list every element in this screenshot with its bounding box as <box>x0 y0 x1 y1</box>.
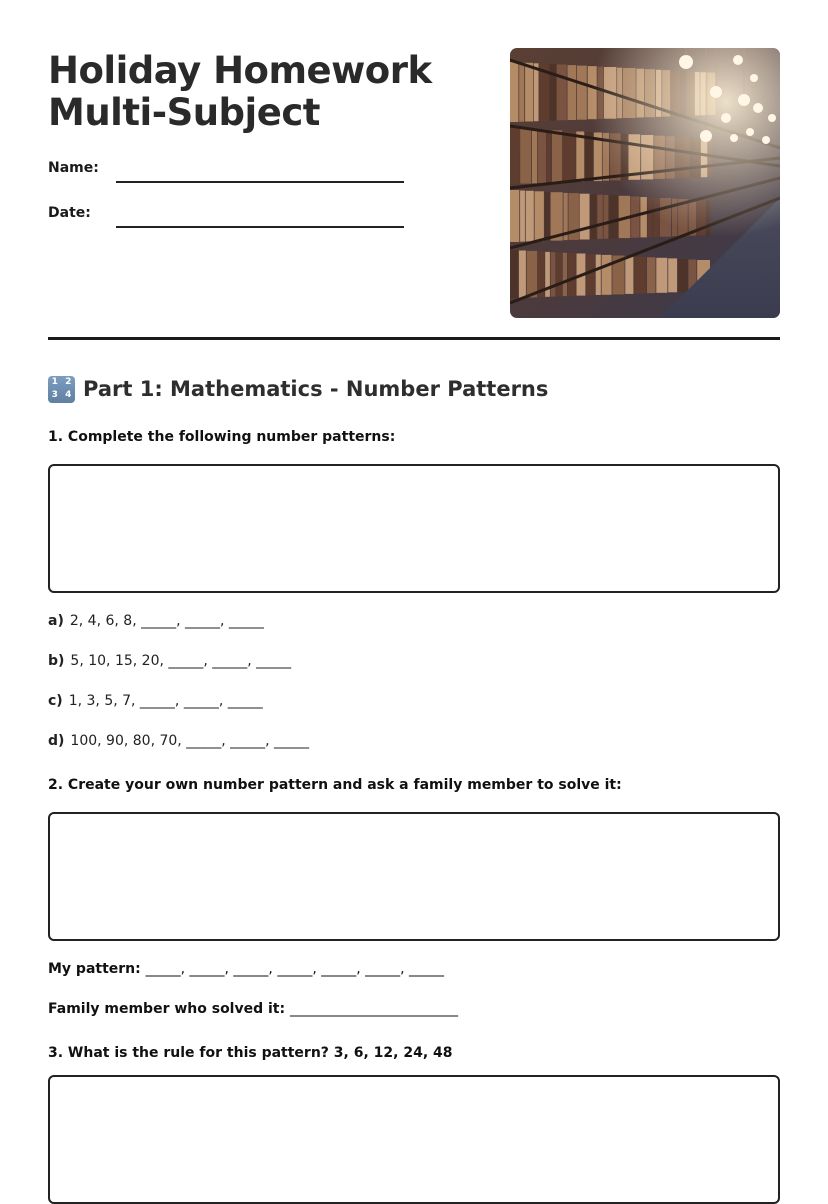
family-member-blank: ________________________ <box>289 1001 458 1017</box>
pattern-b: b) 5, 10, 15, 20, _____, _____, _____ <box>48 653 292 669</box>
header-divider <box>48 337 780 340</box>
part1-heading-text: Part 1: Mathematics - Number Patterns <box>83 377 549 401</box>
name-label: Name: <box>48 160 99 176</box>
bookshelf-image <box>510 48 780 318</box>
date-label: Date: <box>48 205 91 221</box>
my-pattern-label: My pattern: <box>48 961 141 977</box>
my-pattern-blanks: _____, _____, _____, _____, _____, _____, _____ <box>145 961 445 977</box>
input-numbers-icon: 1 2 3 4 <box>48 376 75 403</box>
title-line-2: Multi-Subject <box>48 91 320 134</box>
question-3: 3. What is the rule for this pattern? 3, 6, 12, 24, 48 <box>48 1045 453 1061</box>
question-2: 2. Create your own number pattern and ask a family member to solve it: <box>48 777 622 793</box>
answer-box-3[interactable] <box>48 1075 780 1204</box>
question-1: 1. Complete the following number patterns: <box>48 429 396 445</box>
pattern-d: d) 100, 90, 80, 70, _____, _____, _____ <box>48 733 309 749</box>
part1-heading <box>48 374 548 404</box>
pattern-a: a) 2, 4, 6, 8, _____, _____, _____ <box>48 613 264 629</box>
library-photo <box>510 48 780 318</box>
date-field[interactable] <box>48 205 408 229</box>
answer-box-2[interactable] <box>48 812 780 941</box>
date-line[interactable] <box>116 226 404 228</box>
title-line-1: Holiday Homework <box>48 49 432 92</box>
name-field[interactable] <box>48 160 408 184</box>
name-line[interactable] <box>116 181 404 183</box>
pattern-c: c) 1, 3, 5, 7, _____, _____, _____ <box>48 693 263 709</box>
family-member-line <box>48 1001 458 1017</box>
my-pattern-line <box>48 961 444 977</box>
answer-box-1[interactable] <box>48 464 780 593</box>
page-title <box>48 50 432 134</box>
family-member-label: Family member who solved it: <box>48 1001 286 1017</box>
